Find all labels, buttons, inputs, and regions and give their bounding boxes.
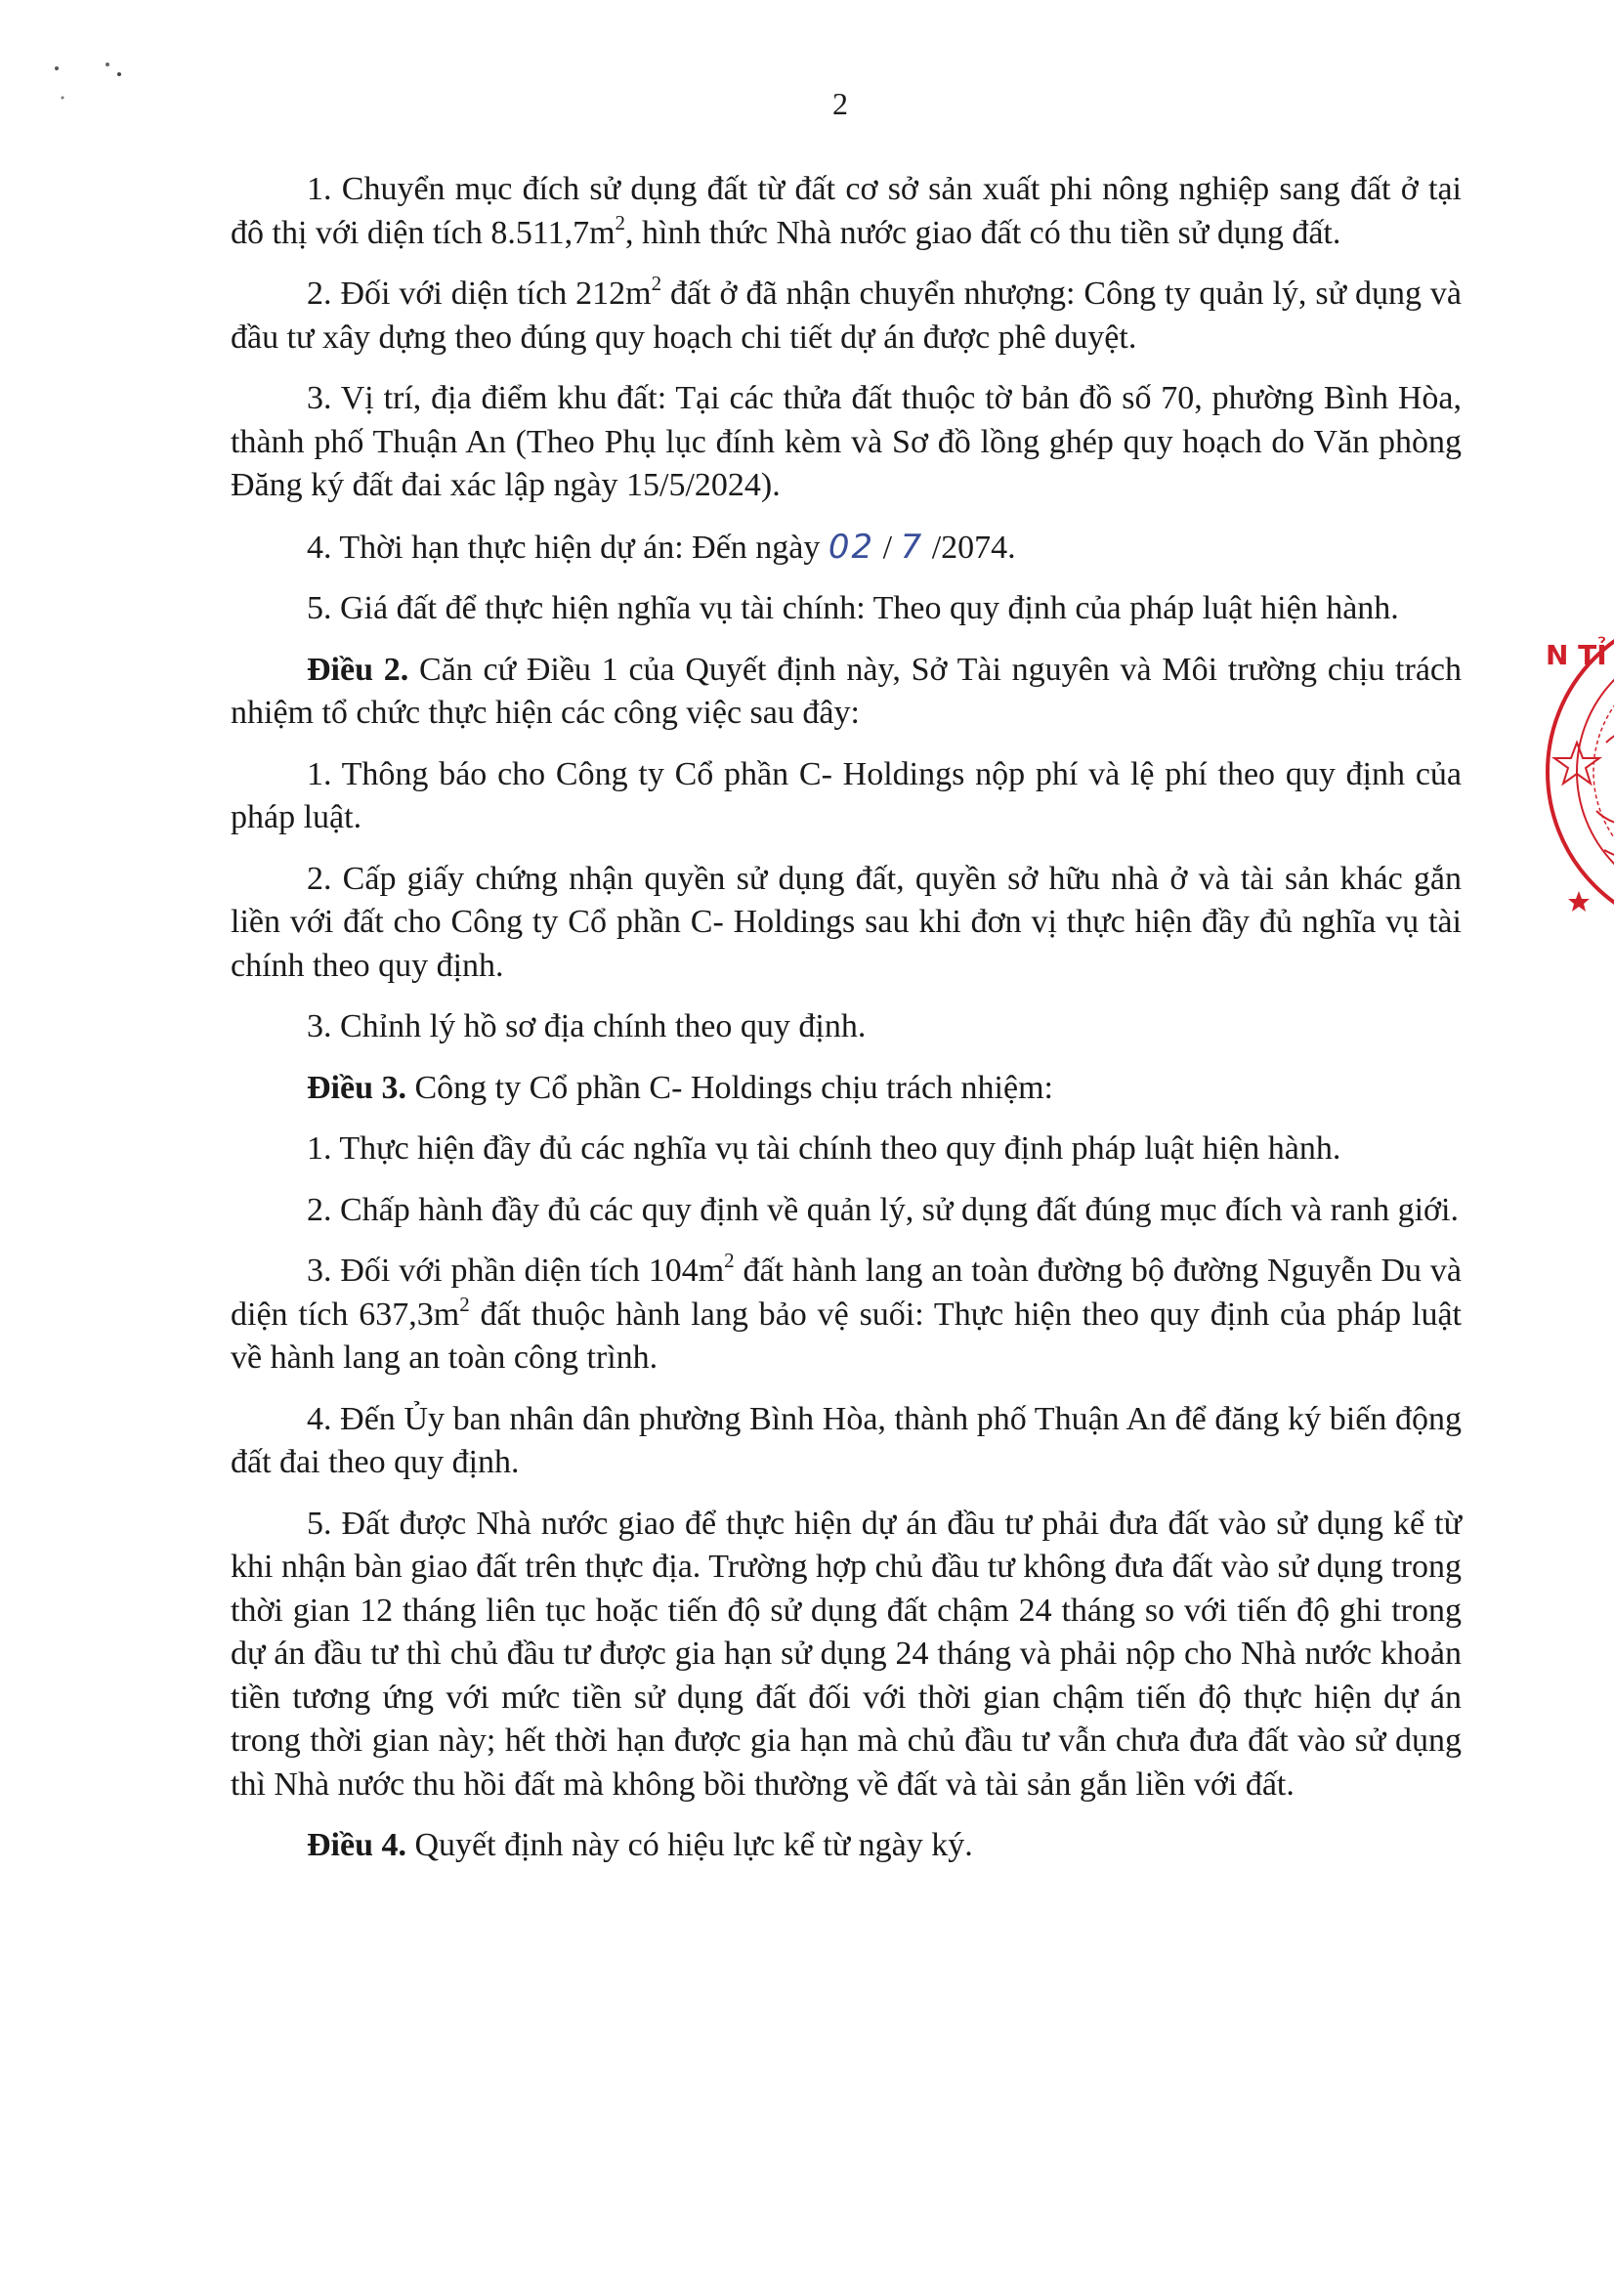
stamp-text: N TỈ (1546, 639, 1607, 671)
para-1-3: 3. Vị trí, địa điểm khu đất: Tại các thửa đất thuộc tờ bản đồ số 70, phường Bình Hòa, thành phố Thuận An (Theo Phụ lục đính kèm và Sơ đồ lồng ghép quy hoạch do Văn phòng Đăng ký đất đai xác lập ngày 15/5/2024). (231, 380, 1462, 503)
para-3-3: 3. Đối với phần diện tích $104m^2$ đất hành lang an toàn đường bộ đường Nguyễn Du và diện tích $637,3m^2$ đất thuộc hành lang bảo vệ suối: Thực hiện theo quy định của pháp luật về hành lang an toàn công trình. (231, 1249, 1462, 1376)
para-3-4: 4. Đến Ủy ban nhân dân phường Bình Hòa, thành phố Thuận An để đăng ký biến động đất đai theo quy định. (231, 1400, 1462, 1480)
article-2-heading: Điều 2. Căn cứ Điều 1 của Quyết định này, Sở Tài nguyên và Môi trường chịu trách nhiệm tổ chức thực hiện các công việc sau đây: (231, 651, 1462, 731)
para-1-5: 5. Giá đất để thực hiện nghĩa vụ tài chính: Theo quy định của pháp luật hiện hành. (307, 590, 1399, 626)
para-1-1: 1. Chuyển mục đích sử dụng đất từ đất cơ sở sản xuất phi nông nghiệp sang đất ở tại đô thị với diện tích $8.511,7m^2$, hình thức Nhà nước giao đất có thu tiền sử dụng đất. (231, 171, 1462, 251)
article-4-heading: Điều 4. Quyết định này có hiệu lực kể từ ngày ký. (307, 1827, 973, 1863)
para-2-1: 1. Thông báo cho Công ty Cổ phần C- Holdings nộp phí và lệ phí theo quy định của pháp luật. (231, 755, 1462, 835)
para-2-2: 2. Cấp giấy chứng nhận quyền sử dụng đất, quyền sở hữu nhà ở và tài sản khác gắn liền với đất cho Công ty Cổ phần C- Holdings sau khi đơn vị thực hiện đầy đủ nghĩa vụ tài chính theo quy định. (231, 860, 1462, 984)
red-seal-stamp (1538, 625, 1614, 918)
para-2-3: 3. Chỉnh lý hồ sơ địa chính theo quy định. (307, 1008, 867, 1044)
article-3-heading: Điều 3. Công ty Cổ phần C- Holdings chịu trách nhiệm: (307, 1069, 1053, 1106)
para-1-2: 2. Đối với diện tích $212m^2$ đất ở đã nhận chuyển nhượng: Công ty quản lý, sử dụng và đầu tư xây dựng theo đúng quy hoạch chi tiết dự án được phê duyệt. (231, 272, 1462, 356)
page-number: 2 (832, 86, 848, 121)
handwritten-day: 02 (828, 527, 875, 567)
para-3-2: 2. Chấp hành đầy đủ các quy định về quản lý, sử dụng đất đúng mục đích và ranh giới. (307, 1191, 1459, 1228)
para-3-1: 1. Thực hiện đầy đủ các nghĩa vụ tài chính theo quy định pháp luật hiện hành. (307, 1130, 1341, 1167)
para-3-5: 5. Đất được Nhà nước giao để thực hiện dự án đầu tư phải đưa đất vào sử dụng kể từ khi nhận bàn giao đất trên thực địa. Trường hợp chủ đầu tư không đưa đất vào sử dụng trong thời gian 12 tháng liên tục hoặc tiến độ sử dụng đất chậm 24 tháng so với tiến độ ghi trong dự án đầu tư thì chủ đầu tư được gia hạn sử dụng 24 tháng và phải nộp cho Nhà nước khoản tiền tương ứng với mức tiền sử dụng đất đối với thời gian chậm tiến độ thực hiện dự án trong thời gian này; hết thời hạn được gia hạn mà chủ đầu tư vẫn chưa đưa đất vào sử dụng thì Nhà nước thu hồi đất mà không bồi thường về đất và tài sản gắn liền với đất. (231, 1505, 1462, 1803)
para-1-4: 4. Thời hạn thực hiện dự án: Đến ngày 02 / 7 /2074. (307, 527, 1016, 567)
handwritten-month: 7 (900, 527, 924, 567)
document-body (231, 168, 1462, 1886)
